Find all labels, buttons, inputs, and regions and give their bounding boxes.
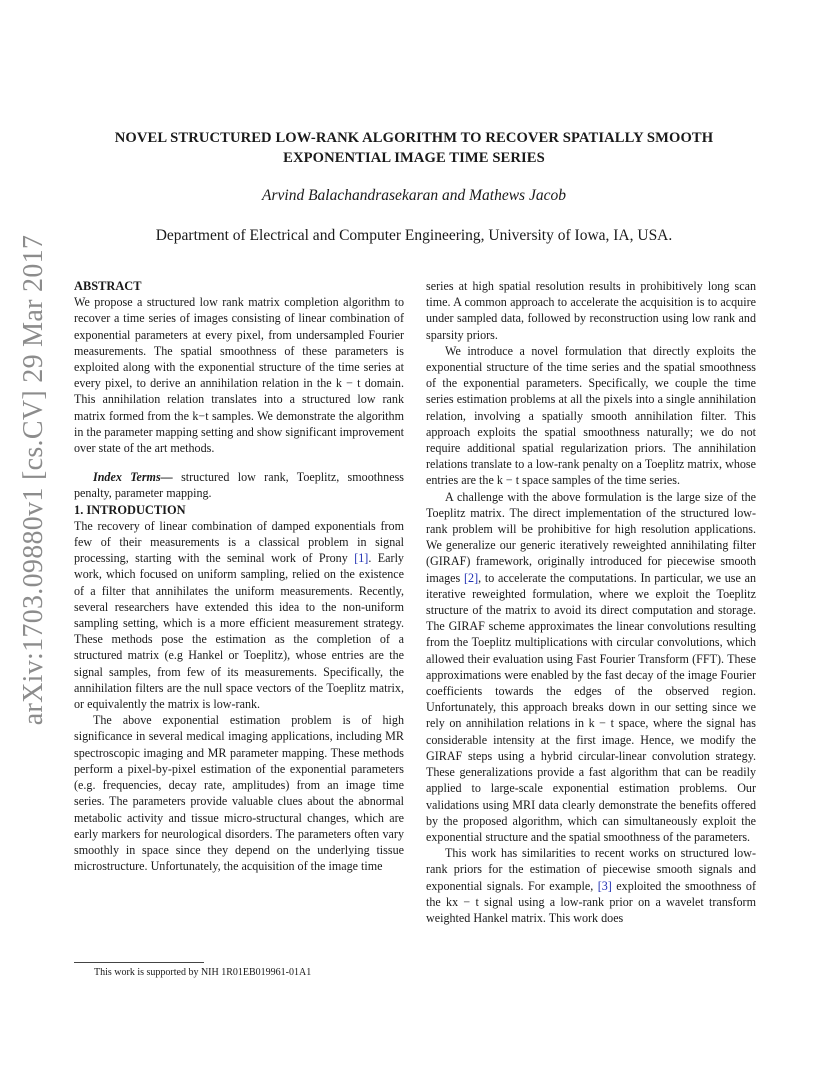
intro-paragraph-4: We introduce a novel formulation that directly exploits the exponential structure of the time series and the spatial smoothness of the exponential parameters. Specifically, we couple the time series estimation problems at all the pixels into a single annihilation relation, involving a spatially smooth annihilation filter. This approach exploits the spatial smoothness naturally; we do not require additional spatial regularization priors. The annihilation relations translate to a low-rank penalty on a Toeplitz matrix, whose entries are the k − t space samples of the time series. xyxy=(426,343,756,488)
arxiv-stamp-text: arXiv:1703.09880v1 [cs.CV] 29 Mar 2017 xyxy=(18,234,49,726)
affiliation: Department of Electrical and Computer Engineering, University of Iowa, IA, USA. xyxy=(155,227,673,244)
footnote: This work is supported by NIH 1R01EB019961-01A1 xyxy=(94,967,312,978)
right-column xyxy=(426,278,756,926)
paper-title xyxy=(60,128,768,168)
intro-r3-text-a: A challenge with the above formulation is the large size of the Toeplitz matrix. The direct implementation of the structured low-rank problem will be prohibitive for high resolution applications. We generalize our generic iteratively reweighted annihilating filter (GIRAF) framework, originally introduced for piecewise smooth images xyxy=(426,489,756,585)
intro-heading: 1. INTRODUCTION xyxy=(74,502,186,517)
intro-paragraph-2: The above exponential estimation problem is of high significance in several medical imaging applications, including MR spectroscopic imaging and MR parameter mapping. These methods perform a pixel-by-pixel estimation of the exponential parameters (e.g. frequencies, decay rate, amplitudes) from an image time series. The parameters provide valuable clues about the abnormal metabolic activity and tissue micro-structural changes, which are early markers for neurological disorders. The parameters often vary smoothly in space since they depend on the underlying tissue microstructure. Unfortunately, the acquisition of the image time xyxy=(74,713,404,874)
index-terms xyxy=(74,469,404,501)
intro-r4-text-b: exploited the smoothness of the kx − t signal using a low-rank prior on a wavelet transform weighted Hankel matrix. This work does xyxy=(426,878,757,925)
left-column xyxy=(74,278,404,874)
intro-r3-text-b: , to accelerate the computations. In particular, we use an iterative reweighted formulation, where we exploit the Toeplitz structure of the matrix to avoid its direct computation and storage. The GIRAF scheme approximates the linear convolutions resulting from the Toeplitz multiplications with circular convolutions, which allowed their evaluation using Fast Fourier Transform (FFT). These approximations were enabled by the fast decay of the image Fourier coefficients towards the edges of the observed region. Unfortunately, this approach breaks down in our setting since we rely on annihilation relations in k − t space, where the signal has considerable intensity at the first image. Hence, we modify the GIRAF steps using a hybrid circular-linear convolution strategy. These generalizations provide a fast algorithm that can be readily applied to large-scale exponential estimation problems. Our validations using MRI data clearly demonstrate the benefits offered by the proposed algorithm, which can simultaneously exploit the exponential structure and the spatial smoothness of the parameters. xyxy=(426,570,757,844)
author-list: Arvind Balachandrasekaran and Mathews Jacob xyxy=(262,187,566,204)
title-line-2: EXPONENTIAL IMAGE TIME SERIES xyxy=(283,150,545,166)
intro-paragraph-3: series at high spatial resolution results in prohibitively long scan time. A common approach to accelerate the acquisition is to acquire under sampled data, followed by reconstruction using low rank and sparsity priors. xyxy=(426,279,756,342)
index-terms-label: Index Terms— xyxy=(93,470,173,485)
abstract-body: We propose a structured low rank matrix completion algorithm to recover a time series of images consisting of linear combination of exponential parameters at every pixel, from undersampled Fourier measurements. The spatial smoothness of these parameters is exploited along with the exponential structure of the time series at every pixel, to derive an annihilation relation in the k − t domain. This annihilation relation translates into a structured low rank matrix formed from the k−t samples. We demonstrate the algorithm in the parameter mapping setting and show significant improvement over state of the art methods. xyxy=(74,295,404,456)
intro-p1-text-a: The recovery of linear combination of damped exponentials from few of their measurements is a classical problem in signal processing, starting with the seminal work of Prony xyxy=(74,518,404,566)
intro-r4-text-a: This work has similarities to recent works on structured low-rank priors for the estimation of piecewise smooth signals and exponential signals. For example, xyxy=(426,846,756,893)
title-line-1: NOVEL STRUCTURED LOW-RANK ALGORITHM TO RECOVER SPATIALLY SMOOTH xyxy=(114,130,714,146)
citation-link-3[interactable]: [3] xyxy=(597,878,612,893)
intro-p1-text-b: . Early work, which focused on uniform sampling, relied on the existence of a filter that annihilates the uniform measurements. Recently, several researchers have extended this idea to the non-uniform sampling setting, which is a more efficient measurement strategy. These methods pose the estimation as the completion of a structured matrix (e.g Hankel or Toeplitz), whose entries are the signal samples, from few of its measurements. Specifically, the annihilation filters are the null space vectors of the Toeplitz matrix, or equivalently the matrix is low-rank. xyxy=(74,551,404,712)
abstract-heading: ABSTRACT xyxy=(74,279,142,293)
intro-paragraph-6 xyxy=(426,845,756,926)
footnote-rule xyxy=(74,962,204,963)
intro-paragraph-1 xyxy=(74,518,404,712)
index-terms-text: structured low rank, Toeplitz, smoothness penalty, parameter mapping. xyxy=(74,470,404,501)
citation-link-1[interactable]: [1] xyxy=(354,551,369,566)
citation-link-2[interactable]: [2] xyxy=(464,570,479,585)
intro-paragraph-5 xyxy=(426,489,756,845)
